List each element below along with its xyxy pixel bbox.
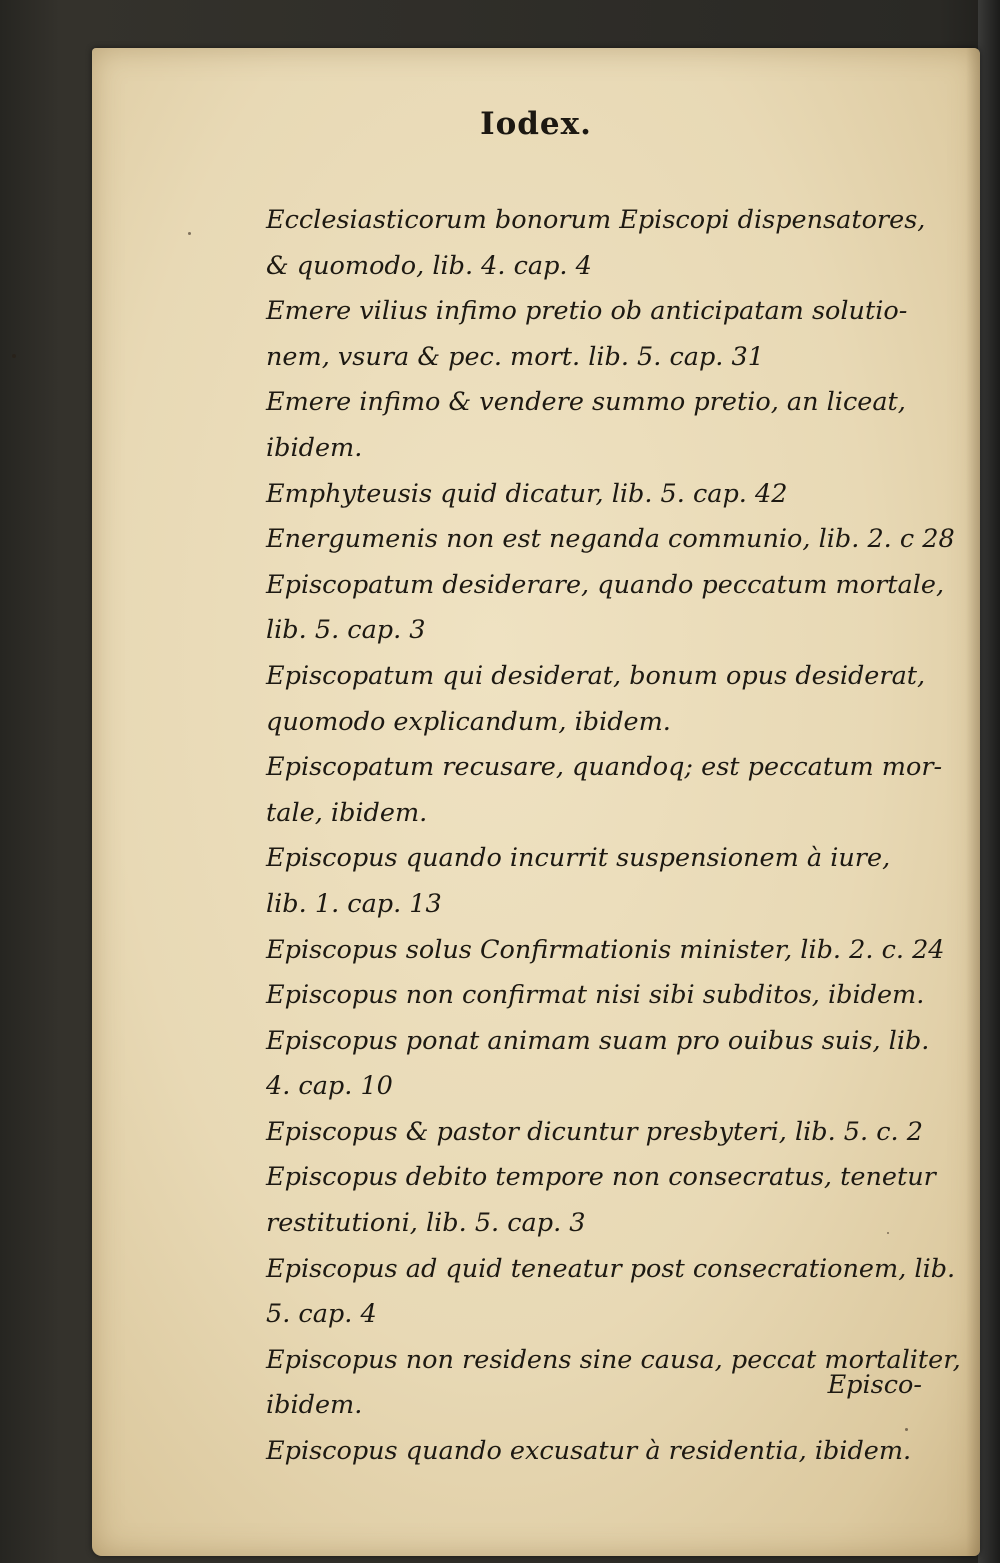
entry-continuation-line: lib. 1. cap. 13 xyxy=(266,888,442,919)
index-entry xyxy=(266,654,956,745)
page-edge-shadow xyxy=(966,48,980,1556)
entry-continuation-line: 4. cap. 10 xyxy=(266,1071,393,1102)
entry-line: Episcopus quando incurrit suspensionem à iure, xyxy=(266,843,891,874)
entry-continuation-line: 5. cap. 4 xyxy=(266,1299,377,1330)
index-entry xyxy=(266,836,956,927)
entry-line: Emere infimo & vendere summo pretio, an liceat, xyxy=(266,387,906,418)
index-entry xyxy=(266,1155,956,1246)
entry-line: Energumenis non est neganda communio, lib. 2. c 28 xyxy=(266,524,955,555)
entry-continuation-line: restitutioni, lib. 5. cap. 3 xyxy=(266,1208,586,1239)
book-page xyxy=(92,48,980,1556)
ink-speck xyxy=(12,354,16,358)
index-entry xyxy=(266,973,956,1019)
ink-speck xyxy=(188,232,191,235)
entry-line: Ecclesiasticorum bonorum Episcopi dispensatores, xyxy=(266,205,926,235)
ink-speck xyxy=(905,1428,908,1431)
entry-line: Emphyteusis quid dicatur, lib. 5. cap. 42 xyxy=(266,478,788,509)
entry-line: Episcopus ad quid teneatur post consecrationem, lib. xyxy=(266,1253,956,1284)
index-entry xyxy=(266,1429,956,1475)
entry-line: Episcopus solus Confirmationis minister, lib. 2. c. 24 xyxy=(266,934,945,965)
index-entry xyxy=(266,1247,956,1338)
book-binding xyxy=(978,0,1000,1563)
index-entry xyxy=(266,928,956,974)
entry-line: Episcopus debito tempore non consecratus, tenetur xyxy=(266,1162,936,1193)
index-entry xyxy=(266,289,956,380)
entry-line: Episcopatum recusare, quandoq; est peccatum mor- xyxy=(266,752,943,783)
entry-continuation-line: ibidem. xyxy=(266,432,363,463)
index-entry xyxy=(266,198,956,289)
entry-line: Episcopatum desiderare, quando peccatum mortale, xyxy=(266,569,945,600)
entry-continuation-line: quomodo explicandum, ibidem. xyxy=(266,706,671,737)
index-entry xyxy=(266,472,956,518)
index-entry xyxy=(266,1019,956,1110)
entry-continuation-line: & quomodo, lib. 4. cap. 4 xyxy=(266,250,592,281)
index-entry xyxy=(266,380,956,471)
entry-line: Episcopus ponat animam suam pro ouibus suis, lib. xyxy=(266,1025,930,1056)
entry-line: Episcopus non confirmat nisi sibi subditos, ibidem. xyxy=(266,980,925,1011)
entry-line: Episcopus non residens sine causa, peccat mortaliter, xyxy=(266,1344,961,1375)
index-entry xyxy=(266,563,956,654)
entry-line: Episcopus & pastor dicuntur presbyteri, lib. 5. c. 2 xyxy=(266,1116,923,1147)
entry-continuation-line: nem, vsura & pec. mort. lib. 5. cap. 31 xyxy=(266,341,764,372)
ink-speck xyxy=(887,1232,889,1234)
page-header: Iodex. xyxy=(480,106,592,142)
entry-continuation-line: lib. 5. cap. 3 xyxy=(266,615,426,646)
entry-line: Episcopus quando excusatur à residentia, ibidem. xyxy=(266,1436,912,1467)
index-entry xyxy=(266,745,956,836)
entry-line: Emere vilius infimo pretio ob anticipatam solutio- xyxy=(266,296,908,327)
entry-continuation-line: tale, ibidem. xyxy=(266,797,428,828)
catchword: Episco- xyxy=(827,1370,922,1400)
entry-continuation-line: ibidem. xyxy=(266,1390,363,1421)
index-entry xyxy=(266,1110,956,1156)
index-entry xyxy=(266,517,956,563)
index-entries xyxy=(266,198,961,1475)
entry-line: Episcopatum qui desiderat, bonum opus desiderat, xyxy=(266,660,926,691)
